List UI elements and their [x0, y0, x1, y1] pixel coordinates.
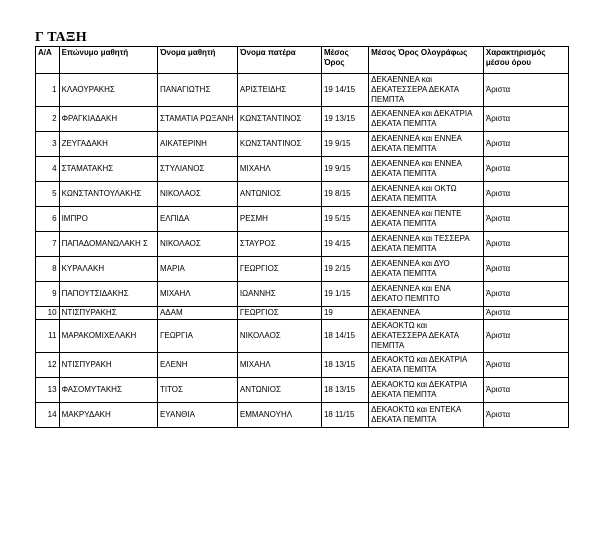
grade-characterization-cell: Άριστα: [483, 182, 568, 207]
average-grade-cell: 19 13/15: [321, 107, 368, 132]
row-number-cell: 13: [36, 378, 60, 403]
average-grade-cell: 18 13/15: [321, 378, 368, 403]
grade-characterization-cell: Άριστα: [483, 74, 568, 107]
average-grade-cell: 19 4/15: [321, 232, 368, 257]
grade-characterization-cell: Άριστα: [483, 378, 568, 403]
student-surname-cell: ΖΕΥΓΑΔΑΚΗ: [59, 132, 157, 157]
father-name-cell: ΜΙΧΑΗΛ: [237, 157, 321, 182]
father-name-cell: ΙΩΑΝΝΗΣ: [237, 282, 321, 307]
table-row: [36, 207, 569, 232]
grade-characterization-cell: Άριστα: [483, 207, 568, 232]
table-row: [36, 257, 569, 282]
average-in-words-cell: ΔΕΚΑΕΝΝΕΑ και ΔΕΚΑΤΡΙΑ ΔΕΚΑΤΑ ΠΕΜΠΤΑ: [369, 107, 484, 132]
row-number-cell: 14: [36, 403, 60, 428]
table-row: [36, 282, 569, 307]
row-number-cell: 3: [36, 132, 60, 157]
student-name-cell: ΑΔΑΜ: [157, 307, 237, 320]
table-row: [36, 378, 569, 403]
grade-characterization-cell: Άριστα: [483, 132, 568, 157]
table-row: [36, 232, 569, 257]
student-surname-cell: ΣΤΑΜΑΤΑΚΗΣ: [59, 157, 157, 182]
student-name-cell: ΣΤΑΜΑΤΙΑ ΡΩΞΑΝΗ: [157, 107, 237, 132]
table-row: [36, 353, 569, 378]
father-name-cell: ΑΡΙΣΤΕΙΔΗΣ: [237, 74, 321, 107]
student-name-cell: ΜΙΧΑΗΛ: [157, 282, 237, 307]
father-name-cell: ΚΩΝΣΤΑΝΤΙΝΟΣ: [237, 107, 321, 132]
average-grade-cell: 19 9/15: [321, 132, 368, 157]
average-grade-cell: 19 8/15: [321, 182, 368, 207]
student-name-cell: ΝΙΚΟΛΑΟΣ: [157, 182, 237, 207]
column-header-aa: Α/Α: [36, 47, 60, 74]
average-in-words-cell: ΔΕΚΑΕΝΝΕΑ και ΠΕΝΤΕ ΔΕΚΑΤΑ ΠΕΜΠΤΑ: [369, 207, 484, 232]
table-row: [36, 182, 569, 207]
row-number-cell: 1: [36, 74, 60, 107]
average-grade-cell: 19 14/15: [321, 74, 368, 107]
student-surname-cell: ΜΑΚΡΥΔΑΚΗ: [59, 403, 157, 428]
father-name-cell: ΣΤΑΥΡΟΣ: [237, 232, 321, 257]
father-name-cell: ΜΙΧΑΗΛ: [237, 353, 321, 378]
student-surname-cell: ΝΤΙΣΠΥΡΑΚΗΣ: [59, 307, 157, 320]
grade-characterization-cell: Άριστα: [483, 320, 568, 353]
average-in-words-cell: ΔΕΚΑΕΝΝΕΑ και ΔΥΟ ΔΕΚΑΤΑ ΠΕΜΠΤΑ: [369, 257, 484, 282]
average-in-words-cell: ΔΕΚΑΟΚΤΩ και ΔΕΚΑΤΕΣΣΕΡΑ ΔΕΚΑΤΑ ΠΕΜΠΤΑ: [369, 320, 484, 353]
student-surname-cell: ΦΡΑΓΚΙΑΔΑΚΗ: [59, 107, 157, 132]
student-name-cell: ΕΛΕΝΗ: [157, 353, 237, 378]
father-name-cell: ΕΜΜΑΝΟΥΗΛ: [237, 403, 321, 428]
table-row: [36, 74, 569, 107]
grade-characterization-cell: Άριστα: [483, 403, 568, 428]
student-name-cell: ΠΑΝΑΓΙΩΤΗΣ: [157, 74, 237, 107]
average-in-words-cell: ΔΕΚΑΟΚΤΩ και ΕΝΤΕΚΑ ΔΕΚΑΤΑ ΠΕΜΠΤΑ: [369, 403, 484, 428]
average-grade-cell: 19 5/15: [321, 207, 368, 232]
student-name-cell: ΝΙΚΟΛΑΟΣ: [157, 232, 237, 257]
student-name-cell: ΕΛΠΙΔΑ: [157, 207, 237, 232]
father-name-cell: ΚΩΝΣΤΑΝΤΙΝΟΣ: [237, 132, 321, 157]
student-surname-cell: ΦΑΣΟΜΥΤΑΚΗΣ: [59, 378, 157, 403]
average-grade-cell: 19 9/15: [321, 157, 368, 182]
column-header-surname: Επώνυμο μαθητή: [59, 47, 157, 74]
grade-characterization-cell: Άριστα: [483, 232, 568, 257]
row-number-cell: 12: [36, 353, 60, 378]
father-name-cell: ΓΕΩΡΓΙΟΣ: [237, 257, 321, 282]
column-header-father: Όνομα πατέρα: [237, 47, 321, 74]
column-header-name: Όνομα μαθητή: [157, 47, 237, 74]
father-name-cell: ΝΙΚΟΛΑΟΣ: [237, 320, 321, 353]
student-name-cell: ΓΕΩΡΓΙΑ: [157, 320, 237, 353]
student-surname-cell: ΚΛΑΟΥΡΑΚΗΣ: [59, 74, 157, 107]
father-name-cell: ΡΕΣΜΗ: [237, 207, 321, 232]
average-in-words-cell: ΔΕΚΑΟΚΤΩ και ΔΕΚΑΤΡΙΑ ΔΕΚΑΤΑ ΠΕΜΠΤΑ: [369, 353, 484, 378]
father-name-cell: ΓΕΩΡΓΙΟΣ: [237, 307, 321, 320]
row-number-cell: 7: [36, 232, 60, 257]
table-row: [36, 107, 569, 132]
average-grade-cell: 19 1/15: [321, 282, 368, 307]
student-surname-cell: ΜΑΡΑΚΟΜΙΧΕΛΑΚΗ: [59, 320, 157, 353]
row-number-cell: 5: [36, 182, 60, 207]
student-name-cell: ΣΤΥΛΙΑΝΟΣ: [157, 157, 237, 182]
table-row: [36, 307, 569, 320]
student-name-cell: ΜΑΡΙΑ: [157, 257, 237, 282]
grade-characterization-cell: Άριστα: [483, 353, 568, 378]
father-name-cell: ΑΝΤΩΝΙΟΣ: [237, 182, 321, 207]
average-grade-cell: 18 14/15: [321, 320, 368, 353]
table-row: [36, 157, 569, 182]
average-grade-cell: 18 13/15: [321, 353, 368, 378]
grade-characterization-cell: Άριστα: [483, 157, 568, 182]
student-surname-cell: ΝΤΙΣΠΥΡΑΚΗ: [59, 353, 157, 378]
grades-table: [35, 46, 569, 428]
average-grade-cell: 19: [321, 307, 368, 320]
row-number-cell: 4: [36, 157, 60, 182]
average-in-words-cell: ΔΕΚΑΕΝΝΕΑ και ΔΕΚΑΤΕΣΣΕΡΑ ΔΕΚΑΤΑ ΠΕΜΠΤΑ: [369, 74, 484, 107]
student-name-cell: ΑΙΚΑΤΕΡΙΝΗ: [157, 132, 237, 157]
average-in-words-cell: ΔΕΚΑΕΝΝΕΑ και ΟΚΤΩ ΔΕΚΑΤΑ ΠΕΜΠΤΑ: [369, 182, 484, 207]
average-grade-cell: 18 11/15: [321, 403, 368, 428]
column-header-average: Μέσος Όρος: [321, 47, 368, 74]
row-number-cell: 2: [36, 107, 60, 132]
table-row: [36, 403, 569, 428]
average-in-words-cell: ΔΕΚΑΕΝΝΕΑ: [369, 307, 484, 320]
grade-characterization-cell: Άριστα: [483, 257, 568, 282]
student-name-cell: ΕΥΑΝΘΙΑ: [157, 403, 237, 428]
average-in-words-cell: ΔΕΚΑΕΝΝΕΑ και ΤΕΣΣΕΡΑ ΔΕΚΑΤΑ ΠΕΜΠΤΑ: [369, 232, 484, 257]
row-number-cell: 9: [36, 282, 60, 307]
student-surname-cell: ΚΩΝΣΤΑΝΤΟΥΛΑΚΗΣ: [59, 182, 157, 207]
column-header-grade: Χαρακτηρισμός μέσου όρου: [483, 47, 568, 74]
average-in-words-cell: ΔΕΚΑΕΝΝΕΑ και ΕΝΑ ΔΕΚΑΤΟ ΠΕΜΠΤΟ: [369, 282, 484, 307]
average-grade-cell: 19 2/15: [321, 257, 368, 282]
row-number-cell: 6: [36, 207, 60, 232]
row-number-cell: 11: [36, 320, 60, 353]
student-surname-cell: ΠΑΠΟΥΤΣΙΔΑΚΗΣ: [59, 282, 157, 307]
student-surname-cell: ΙΜΠΡΟ: [59, 207, 157, 232]
average-in-words-cell: ΔΕΚΑΟΚΤΩ και ΔΕΚΑΤΡΙΑ ΔΕΚΑΤΑ ΠΕΜΠΤΑ: [369, 378, 484, 403]
father-name-cell: ΑΝΤΩΝΙΟΣ: [237, 378, 321, 403]
student-surname-cell: ΚΥΡΑΛΑΚΗ: [59, 257, 157, 282]
table-row: [36, 320, 569, 353]
class-heading: Γ ΤΑΞΗ: [35, 30, 87, 45]
row-number-cell: 8: [36, 257, 60, 282]
table-header-row: [36, 47, 569, 74]
row-number-cell: 10: [36, 307, 60, 320]
average-in-words-cell: ΔΕΚΑΕΝΝΕΑ και ΕΝΝΕΑ ΔΕΚΑΤΑ ΠΕΜΠΤΑ: [369, 157, 484, 182]
table-row: [36, 132, 569, 157]
grade-characterization-cell: Άριστα: [483, 307, 568, 320]
grade-characterization-cell: Άριστα: [483, 107, 568, 132]
average-in-words-cell: ΔΕΚΑΕΝΝΕΑ και ΕΝΝΕΑ ΔΕΚΑΤΑ ΠΕΜΠΤΑ: [369, 132, 484, 157]
grade-characterization-cell: Άριστα: [483, 282, 568, 307]
table-body: [36, 74, 569, 428]
student-surname-cell: ΠΑΠΑΔΟΜΑΝΩΛΑΚΗ Σ: [59, 232, 157, 257]
column-header-average-words: Μέσος Όρος Ολογράφως: [369, 47, 484, 74]
student-name-cell: ΤΙΤΟΣ: [157, 378, 237, 403]
